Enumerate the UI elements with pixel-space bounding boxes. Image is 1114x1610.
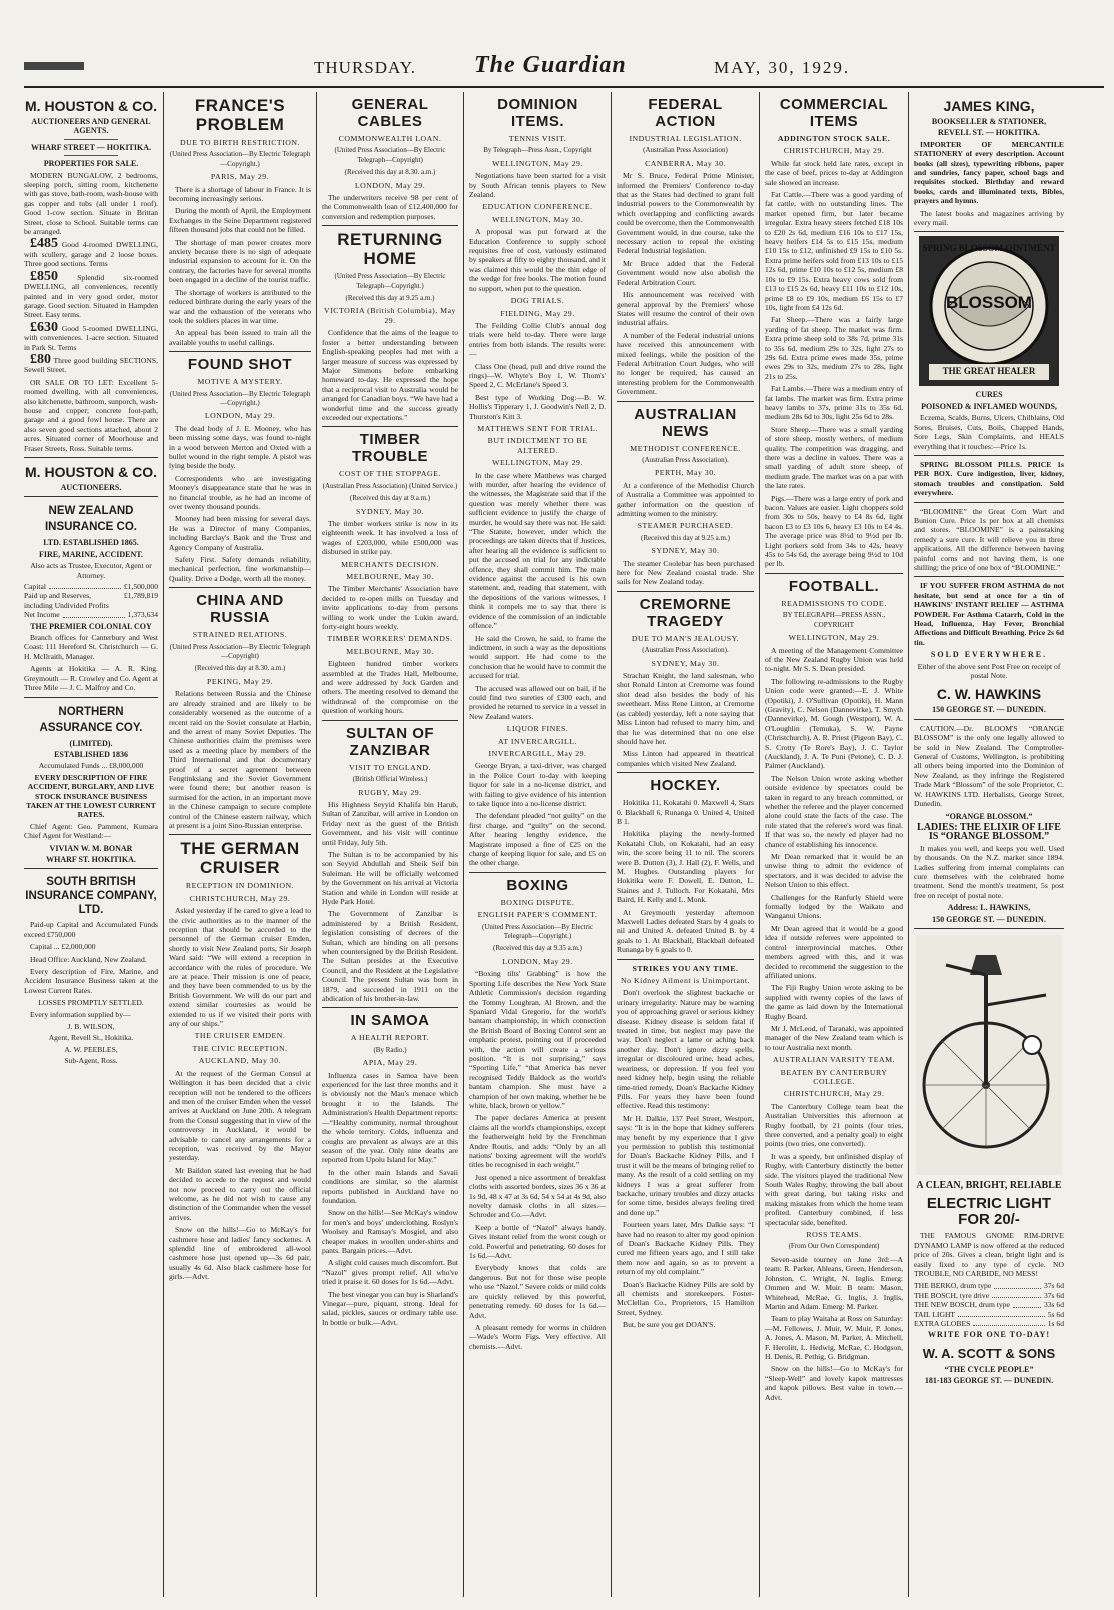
column-2 <box>169 92 311 1600</box>
hockey-headline: HOCKEY. <box>650 777 721 795</box>
article-paragraph: Asked yesterday if he cared to give a lead to the civic authorities as to the manner of the reception that should be accorded to the personnel of the German cruiser Emden, shortly to visit New Zealand ports, Sir Joseph Ward said: “We will extend a reception in accordance with the rules of procedure. We are at peace. Their mission is one of peace, and they have been commended to us by the British Government. We will do our part and extend similar courtesies as would be extended to us if we visited their ports with any of our ships.” <box>169 906 311 1029</box>
northern-agent: Chief Agent: Geo. Pamment, Kumara Chief Agent for Westland:— <box>24 821 158 841</box>
varsity-subhead: AUSTRALIAN VARSITY TEAM. <box>773 1055 895 1065</box>
article-paragraph: Mr Baildon stated last evening that he had decided to accede to the request and would not now proceed to carry out the official welcome, as he did not wish to cause any distinction of the Commander when the vessel arrives. <box>169 1165 311 1222</box>
property-listing <box>24 319 158 352</box>
shot-headline: FOUND SHOT <box>187 356 293 374</box>
cruiser-dateline-2: AUCKLAND, May 30. <box>198 1056 282 1066</box>
article-paragraph: In the other main Islands and Savaii conditions are similar, so the alarmist reports published in Auckland have no foundation. <box>322 1167 458 1205</box>
article-paragraph: Hokitika 11, Kokatahi 0. Maxwell 4, Stars 0. Blackball 6, Runanga 0. United 4, United B 1. <box>617 798 754 826</box>
advertisement-text: Snow on the hills!—See McKay's window for men's and boys' underclothing. Roslyn's Woolsey and Ramsay's Mosgiel, and also cheaper makes in woollen under-shirts and pants. Bargain prices.—Advt. <box>322 1208 458 1255</box>
property-price: £80 <box>30 351 51 367</box>
article-paragraph: It was a speedy, but unfinished display of Rugby, with Canterbury distinctly the better side. The visitors played the traditional New South Wales Rugby, throwing the ball about with great daring, but taking risks and making mistakes from which the home team profited. Canterbury combined, if less spectacular side, benefited. <box>765 1151 903 1227</box>
article-paragraph: The underwriters receive 98 per cent of the Commonwealth loan of £12,400,000 for conversion and redemption purposes. <box>322 193 458 221</box>
column-rule <box>611 92 612 1597</box>
agents-text: Branch offices for Canterbury and West Coast: 111 Hereford St. Christchurch — G. H. McIlraith, Manager. <box>24 633 158 661</box>
stock-dateline: CHRISTCHURCH, May 29. <box>783 146 885 156</box>
timber-subhead: COST OF THE STOPPAGE. <box>339 469 441 479</box>
article-paragraph: At a conference of the Methodist Church of Australia a Committee was appointed to gather information on the question of admitting women to the ministry. <box>617 480 754 518</box>
blossom-center-text: BLOSSOM <box>946 293 1032 313</box>
sbi-paid: Paid-up Capital and Accumulated Funds exceed £750,000 <box>24 920 158 939</box>
column-rule <box>759 92 760 1597</box>
boxing-credit: (United Press Association—By Electric Telegraph—Copyright.) <box>481 922 593 941</box>
price-item: THE BOSCH, tyre drive <box>914 1290 990 1300</box>
boxing-subhead-2: ENGLISH PAPER'S COMMENT. <box>477 910 598 920</box>
northern-limited: (LIMITED). <box>69 738 113 748</box>
price-item: THE BERKO, drum type <box>914 1281 992 1291</box>
northern-funds: Accumulated Funds ... £8,000,000 <box>38 761 144 771</box>
article-paragraph: At the request of the German Consul at Wellington it has been decided that a civic reception will not be tendered to the officers and men of the cruiser Emden when the vessel arrives at Auckland on June 20th. A telegram from the Consul suggesting that in view of the controversy in Auckland, it would be advisable to cancel any arrangements for a reception, was received by the Mayor yesterday. <box>169 1068 311 1163</box>
price-item: TAIL LIGHT <box>914 1309 956 1319</box>
property-listing: OR SALE OR TO LET: Excellent 5-roomed dwelling, with all conveniences, also kitchenette, bathroom, sunporch, wash-house and copper; concrete foot-path, garage and a good fowl house. There are also seven good sections attached, about 2 acres. Situated corner of Moorhouse and Fraser Streets, Ross. Suitable terms. <box>24 377 158 453</box>
ross-subhead: ROSS TEAMS. <box>806 1230 862 1240</box>
cables-credit: (United Press Association—By Electric Telegraph—Copyright) <box>334 146 446 164</box>
article-paragraph: The following re-admissions to the Rugby Union code were granted:—E. J. White (Opotiki), J. O'Sullivan (Opotiki), H. Mann (Gravity), C. Nelson (Dannevirke), T. Smyth (Dannevirke), M. Gough (Westport), W. A. O'Loughlin (Temuka), S. W. Payne (Christchurch), A. R. Priest (Pigeon Bay), C. S. Crotty (Te Rore's Bay), J. C. Taylor (Auckland), J. A. Te Puni (Petone), C. D. J. Palmer (Auckland). <box>765 676 903 771</box>
nzi-established: LTD. ESTABLISHED 1865. <box>43 538 139 548</box>
dominion-headline: DOMINION ITEMS. <box>497 96 578 130</box>
northern-title: NORTHERN ASSURANCE COY. <box>39 705 143 734</box>
column-rule <box>316 92 317 1597</box>
masthead-ornament <box>24 62 84 70</box>
home-dateline: VICTORIA (British Columbia), May 29. <box>324 306 456 325</box>
scott-address: 181-183 GEORGE ST. — DUNEDIN. <box>924 1376 1054 1386</box>
bicycle-illustration <box>916 935 1062 1175</box>
property-listing: MODERN BUNGALOW, 2 bedrooms, sleeping porch, sitting room, kitchenette with gas stove, bath-room, wash-house with gas copper and tubs (all under 1 roof). Good 1-cow section. Situate in Brittan Street, close to School. Suitable terms can be arranged. <box>24 170 158 237</box>
article-paragraph: George Bryan, a taxi-driver, was charged in the Police Court to-day with keeping liquor for sale in a no-license district, and with failing to give evidence of his intention to take liquor into a no-license district. <box>469 761 606 808</box>
column-rule <box>463 92 464 1597</box>
houston-address: WHARF STREET — HOKITIKA. <box>30 142 152 152</box>
property-price: £485 <box>30 236 58 252</box>
timber-received: (Received this day at 9.a.m.) <box>349 494 431 503</box>
australian-subhead: METHODIST CONFERENCE. <box>630 443 741 453</box>
sbi-info: Every information supplied by— <box>30 1009 131 1019</box>
steamer-dateline: SYDNEY, May 30. <box>651 546 720 556</box>
australian-headline: AUSTRALIAN NEWS <box>634 405 737 440</box>
row-label: Paid up and Reserves, including Undivided Profits <box>24 591 109 610</box>
properties-heading: PROPERTIES FOR SALE. <box>43 159 139 169</box>
article-paragraph: Fat Lambs.—There was a medium entry of fat lambs. The market was firm. Extra prime heavy lambs to 37s, prime 31s to 35s 6d, medium 28s 6d to 30s, light 25s 6d to 28s. <box>765 384 903 422</box>
article-paragraph: Mr S. Bruce, Federal Prime Minister, informed the Premiers' Conference to-day that as the States had declined to grant full industrial powers to the Commonwealth by which overlapping and conflicting awards could be overcome, then the Commonwealth Government would, in due course, take the necessary action to repeal the existing Federal Industrial legislation. <box>617 171 754 256</box>
federal-headline: FEDERAL ACTION <box>648 96 723 130</box>
property-listing <box>24 268 158 320</box>
timber-dateline: SYDNEY, May 30. <box>355 506 424 516</box>
timber-dateline-3: MELBOURNE, May 30. <box>346 646 434 656</box>
liquor-subhead-2: AT INVERCARGILL. <box>498 736 577 746</box>
article-paragraph: Mr Dean agreed that it would be a good idea if outside referees were appointed to control interprovincial matches. Other members agreed with this, and it was decided to recommend the suggestion to the affiliated unions. <box>765 923 903 980</box>
cremorne-credit: (Australian Press Association). <box>642 646 729 655</box>
boxing-headline: BOXING <box>506 876 569 894</box>
king-subtitle: BOOKSELLER & STATIONER, <box>931 117 1047 126</box>
property-text: Splendid six-roomed DWELLING, all conveniences, recently painted and in very good order, motor garage. Good section. Situated in Hampden Street. Easy terms. <box>24 272 158 320</box>
article-paragraph: In the case where Matthews was charged with murder, after hearing the evidence of the witnesses, the Magistrate said that if the question was merely whether there was sufficient evidence to justify the charge of murder, he would say there was not. He said: “The Statute, however, under which the proceedings are taken directs that if Justices, after hearing all the evidence is sufficient to put the accused on trial for any indictable offence, they shall commit him. The main evidence against the accused is his own statement, and, reading that statement, with the depositions of the various witnesses, I think it compels me to say that there is evidence of the commission of an indictable offence.” <box>469 470 606 631</box>
zanzibar-headline: SULTAN OF ZANZIBAR <box>345 724 435 759</box>
blossom-base-text: THE GREAT HEALER <box>942 366 1036 377</box>
article-paragraph: Mooney had been missing for several days. He was a Director of many Companies, including Barclay's Bank and the Trust and Agency Company of Australia. <box>169 514 311 552</box>
samoa-subhead: A HEALTH REPORT. <box>350 1033 430 1043</box>
article-paragraph: But, be sure you get DOAN'S. <box>623 1320 716 1330</box>
football-subhead: READMISSIONS TO CODE. <box>781 598 887 608</box>
boxing-subhead: BOXING DISPUTE. <box>500 897 575 907</box>
strikes-subhead-2: No Kidney Ailment is Unimportant. <box>621 976 750 986</box>
home-headline: RETURNING HOME <box>337 230 443 269</box>
ladies-address: Address: L. HAWKINS, <box>947 903 1031 913</box>
column-7 <box>914 92 1064 1600</box>
article-paragraph: While fat stock held late rates, except in the case of beef, prices to-day at Addington sale showed an increase. <box>765 158 903 187</box>
article-paragraph: Negotiations have been started for a visit by South African tennis players to New Zealand. <box>469 171 606 200</box>
article-paragraph: Store Sheep.—There was a small yarding of store sheep, mostly wethers, of medium quality. The competition was dragging, and there was a decline in values. There was a small yarding of adult store sheep, of medium grade. The market was on a par with the late rates. <box>765 424 903 491</box>
article-paragraph: The Fiji Rugby Union wrote asking to be supplied with twenty copies of the laws of the game as laid down by the International Rugby Board. <box>765 983 903 1021</box>
article-paragraph: The steamer Coolebar has been purchased here for New Zealand coastal trade. She sails for New Zealand today. <box>617 558 754 587</box>
dog-trials-subhead: DOG TRIALS. <box>510 296 565 306</box>
article-paragraph: Influenza cases in Samoa have been experienced for the last three months and it is obviously not the Mau's menace which brought it to the Islands. The Administration's Health Department reports:—“Healthy community, normal throughout the whole territory. Colds, influenza and coughs are prevalent as always are at this season of the year. Only nine deaths are reported from Upolu Island for May.” <box>322 1070 458 1165</box>
article-paragraph: At Greymouth yesterday afternoon Maxwell Ladies defeated Stars by 4 goals to nil and United A. defeated United B. by 4 goals to 1. At Blackball, Blackball defeated Runanga by 6 goals to 0. <box>617 907 754 955</box>
property-text: Good 5-roomed DWELLING, with conveniences. 1-acre section. Situated in Park St. Terms <box>24 323 158 352</box>
price-row <box>914 1281 1064 1290</box>
nzi-income-row <box>24 610 158 619</box>
boxing-received: (Received this day at 9.35 a.m.) <box>492 944 583 953</box>
electric-title: ELECTRIC LIGHT FOR 20/- <box>926 1195 1052 1229</box>
article-paragraph: The Feilding Collie Club's annual dog trials were held to-day. There were large entries from both islands. The results were:— <box>469 320 606 359</box>
zanzibar-dateline: RUGBY, May 29. <box>358 787 422 797</box>
article-paragraph: The paper declares America at present claims all the world's championships, except the featherweight held by the Frenchman Andre Routis, and adds: “Only by an all nations' boxing agreement will the world's titles be recognised in each weight.” <box>469 1113 606 1170</box>
nzi-capital-row <box>24 582 158 591</box>
zanzibar-subhead: VISIT TO ENGLAND. <box>349 762 431 772</box>
article-paragraph: Eighteen hundred timber workers assembled at the Trades Hall, Melbourne, and were addressed by Jock Garden and others. The meeting resolved to demand the withdrawal of the compromise on the question of working hours. <box>322 659 458 716</box>
column-rule <box>908 92 909 1597</box>
article-paragraph: The Canterbury College team beat the Australian Universities this afternoon at Rugby football, by 21 points (four tries, three converted, and a penalty goal) to eight points (two tries, one converted). <box>765 1101 903 1149</box>
electric-tagline: A CLEAN, BRIGHT, RELIABLE <box>916 1179 1062 1191</box>
article-paragraph: Don't overlook the slightest backache or urinary irregularity. Nature may be warning you of approaching gravel or serious kidney disease. Kidney disease is seldom fatal if treated in time, but neglect may pave the way. Don't neglect a lame or aching back another day. Don't ignore dizzy spells, irregular or discoloured urine, head aches, weariness, or depression. If you feel you need kidney help, begin using the reliable time-tried remedy, Doan's Backache Kidney Pills. For years they have been found effective. Read this testimony: <box>617 988 754 1111</box>
australian-dateline: PERTH, May 30. <box>654 468 717 478</box>
stock-subhead: ADDINGTON STOCK SALE. <box>777 134 891 143</box>
caution-text: CAUTION.—Dr. BLOOM'S “ORANGE BLOSSOM” is the only one legally allowed to be sold in New Zealand. The Comptroller-General of Customs, Wellington, is prohibiting all others being imported into the Dominion of New Zealand, as they infringe the Registered Trade Mark “Blossom” of the sole Proprietor, C. W. HAWKINS LTD. Herbalists, George Street, Dunedin. <box>914 723 1064 809</box>
electric-text: THE FAMOUS GNOME RIM-DRIVE DYNAMO LAMP is now offered at the reduced price of 20s. Gives a clean, bright light and is easily fixed to any type of cycle. NO TROUBLE, NO CARBIDE, NO MESS! <box>914 1231 1064 1278</box>
article-paragraph: Correspondents who are investigating Mooney's disappearance state that he was in no financial trouble, as he had an income of over twenty thousand pounds. <box>169 473 311 511</box>
northern-established: ESTABLISHED 1836 <box>54 749 128 759</box>
samoa-credit: (By Radio.) <box>373 1045 407 1054</box>
masthead-day: THURSDAY. <box>314 58 417 77</box>
article-paragraph: There is a shortage of labour in France. It is becoming increasingly serious. <box>169 184 311 204</box>
liquor-subhead: LIQUOR FINES. <box>506 724 569 734</box>
houston-title: M. HOUSTON & CO. <box>25 98 157 114</box>
column-6 <box>765 92 903 1600</box>
nzi-classes: FIRE, MARINE, ACCIDENT. <box>38 549 144 559</box>
article-paragraph: Pigs.—There was a large entry of pork and bacon. Values are easier. Light choppers sold from 30s to 50s, heavy to £4 8s 6d, light bacon £3 to £3 10s 6, heavy £3 10s to £4 4s. The average price was 8½d to 9½d per lb. Light porkers sold from 34s to 42s, heavy 45s to 54s 6d, the average being 9½d to 10d per lb. <box>765 493 903 569</box>
cruiser-civic-head: THE CIVIC RECEPTION. <box>192 1043 288 1053</box>
row-label: Net Income <box>24 610 60 620</box>
china-headline: CHINA AND RUSSIA <box>196 592 284 627</box>
france-headline: FRANCE'S PROBLEM <box>194 96 286 134</box>
article-paragraph: Hokitika playing the newly-formed Kokatahi Club, on Kokatahi, had an easy win, the score being 11 to nil. The scorers were B. Dutton (3), J. Hall (2), F. Wells, and M. Hughes. Outstanding players for Hokitika were F. Dowell, E. Dutton, L. Staines and J. Tulloch. For Kokatahi, Mrs Baird, H. Kelly and L. Monk. <box>617 829 754 905</box>
property-text: Good 4-roomed DWELLING, with scullery, garage and 2 loose boxes. Three good sections. Terms <box>24 240 158 269</box>
article-paragraph: Confidence that the aims of the league to foster a better understanding between English-speaking peoples had met with a larger measure of success was expressed by Major Simmons before embarking homeward to-day. He expressed the hope that a reciprocal visit to Australia would be arranged for Canadian boys. “We have had a wonderful time and the success greatly exceeded our expectations.” <box>322 328 458 422</box>
sbi-losses: LOSSES PROMPTLY SETTLED. <box>38 998 144 1008</box>
northern-description: EVERY DESCRIPTION OF FIRE ACCIDENT, BURGLARY, AND LIVE STOCK INSURANCE BUSINESS TAKEN AT THE LOWEST CURRENT RATES. <box>26 772 156 820</box>
advertisement-text: Snow on the hills!—Go to McKay's for “Sleep-Well” and lovely kapok mattresses and kapok pillows. Best value in town.—Advt. <box>765 1364 903 1402</box>
varsity-dateline: CHRISTCHURCH, May 29. <box>783 1089 885 1099</box>
dominion-credit: By Telegraph—Press Assn., Copyright <box>483 146 592 155</box>
price-row <box>914 1319 1064 1328</box>
article-paragraph: Fourteen years later, Mrs Dalkie says: “I have had no reason to alter my good opinion of Doan's Backache Kidney Pills. They cured me fifteen years ago, and I still take them now and again, so as to prevent a return of my old complaint.” <box>617 1220 754 1277</box>
article-paragraph: An appeal has been issued to train all the available youths to useful callings. <box>169 328 311 347</box>
france-subhead: DUE TO BIRTH RESTRICTION. <box>179 138 301 147</box>
cables-headline: GENERAL CABLES <box>351 96 429 130</box>
nzi-trustee: Also acts as Trustee, Executor, Agent or Attorney. <box>30 561 152 580</box>
article-paragraph: A proposal was put forward at the Education Conference to supply school requisites free of cost, variously estimated by speakers at fifty to eighty thousand, and it was claimed this would be the thin edge of the wedge for free books. The motion found no support, when put to the question. <box>469 227 606 293</box>
cables-dateline: LONDON, May 29. <box>354 180 426 190</box>
price-value: 33s 6d <box>1043 1300 1064 1310</box>
zanzibar-credit: (British Official Wireless.) <box>352 775 428 784</box>
property-listing <box>24 236 158 269</box>
france-dateline: PARIS, May 29. <box>210 172 270 182</box>
article-paragraph: He said the Crown, he said, to frame the indictment, in such a way as the depositions would support. He had come to the conclusion that he would have to commit the accused for trial. <box>469 633 606 681</box>
houston-title-2: M. HOUSTON & CO. <box>25 464 157 480</box>
scott-title: W. A. SCOTT & SONS <box>922 1345 1056 1361</box>
cremorne-subhead: DUE TO MAN'S JEALOUSY. <box>631 633 740 643</box>
price-list <box>914 1281 1064 1328</box>
advertisement-text: Everybody knows that colds are dangerous. But not for those wise people who use “Nazol.” Severe colds or mild colds are quickly relieved by this powerful, penetrating remedy. 60 doses for 1s 6d.—Advt. <box>469 1263 606 1320</box>
article-paragraph: A number of the Federal industrial unions have received this announcement with mixed feelings, while the position of the Federal Arbitration Court Judges, who will no longer be required, has caused an interesting problem for the Commonwealth Government. <box>617 330 754 397</box>
china-dateline: PEKING, May 29. <box>207 676 273 686</box>
federal-credit: (Australian Press Association) <box>643 146 728 155</box>
write-today: WRITE FOR ONE TO-DAY! <box>928 1330 1050 1340</box>
sold-everywhere: SOLD EVERYWHERE. <box>930 650 1048 660</box>
china-received: (Received this day at 8.30. a.m.) <box>194 664 286 673</box>
ladies-heading: LADIES: THE ELIXIR OF LIFE IS “ORANGE BLOSSOM.” <box>917 821 1061 843</box>
cremorne-headline: CREMORNE TRAGEDY <box>639 595 732 630</box>
cruiser-dateline: CHRISTCHURCH, May 29. <box>189 893 291 903</box>
cures-text: Eczema, Scalds, Burns, Ulcers, Chilblains, Old Sores, Bruises, Cuts, Boils, Chapped Hands, Sore Legs, Skin Complaints, and HEALS everything that it touches:—Price 1s. <box>914 413 1064 451</box>
shot-dateline: LONDON, May 29. <box>204 411 276 421</box>
article-paragraph: His announcement was received with general approval by the Premiers' whose States will resume the control of their own industrial affairs. <box>617 290 754 328</box>
article-paragraph: During the month of April, the Employment Exchanges in the Seine Department registered fifteen thousand jobs that could not be filled. <box>169 206 311 235</box>
cures-heading: POISONED & INFLAMED WOUNDS, <box>921 401 1057 411</box>
china-subhead: STRAINED RELATIONS. <box>192 630 288 640</box>
price-item: EXTRA GLOBES <box>914 1319 971 1329</box>
price-value: 5s 6d <box>1047 1309 1064 1319</box>
steamer-subhead: STEAMER PURCHASED. <box>637 521 734 531</box>
bloomine-text: “BLOOMINE” the Great Corn Wart and Bunion Cure. Price 1s per box at all chemists and stores. “BLOOMINE” is a painstaking remedy a sure cure. It will relieve you in three applications. All the difference between having painful corns and not having them, is one shilling; the price of one box of “BLOOMINE.” <box>914 506 1064 572</box>
king-note: The latest books and magazines arriving by every mail. <box>914 208 1064 228</box>
federal-dateline: CANBERRA, May 30. <box>645 158 726 168</box>
advertisement-text: Safety First. Safety demands reliability, mechanical perfection, fine workmanship—Quality. Drive a Dodge, worth all the money. <box>169 555 311 583</box>
cables-subhead: COMMONWEALTH LOAN. <box>338 134 442 143</box>
advertisement-text: A pleasant remedy for worms in children—Wade's Worm Figs. Very effective. All chemists.—Advt. <box>469 1322 606 1351</box>
houston-subtitle-2: AUCTIONEERS. <box>60 483 122 492</box>
article-paragraph: Challenges for the Ranfurly Shield were formally lodged by the Waikato and Wanganui Unions. <box>765 892 903 921</box>
matthews-subhead: MATTHEWS SENT FOR TRIAL. <box>477 423 598 433</box>
article-paragraph: Seven-aside tourney on June 3rd:—A team: R. Parker, Ahleans, Green, Henderson, Johnston, C. Wright, N. Inglis. Emerg: Ommen and W. Muir. B team: Mason, Whitehead, McRae, G. Inglis, J. Inglis, Martin and Adam. Emerg: M. Parker. <box>765 1254 903 1311</box>
shot-subhead: MOTIVE A MYSTERY. <box>197 377 283 387</box>
liquor-dateline: INVERCARGILL, May 29. <box>488 748 587 758</box>
cruiser-subhead: RECEPTION IN DOMINION. <box>185 881 295 891</box>
samoa-dateline: APIA, May 29. <box>362 1058 418 1068</box>
pills-text: SPRING BLOSSOM PILLS. PRICE 1s PER BOX. Cure indigestion, liver, kidney, stomach troubles and constipation. Sold everywhere. <box>914 459 1064 498</box>
column-rule <box>163 92 164 1597</box>
row-value: £1,789,819 <box>123 591 158 601</box>
column-5 <box>617 92 754 1600</box>
asthma-text: IF YOU SUFFER FROM ASTHMA do not hesitate, but send at once for a tin of HAWKINS' INSTANT RELIEF — ASTHMA POWDER. For Asthma Catarrh, Cold in the Head, Influenza, Hay Fever, Bronchial Affections and Difficult Breathing. Price 2s 6d tin. <box>914 581 1064 647</box>
masthead-title: The Guardian <box>474 52 627 78</box>
price-value: 37s 6d <box>1043 1281 1064 1291</box>
article-paragraph: Relations between Russia and the Chinese are already strained and are likely to be considerably worsened as the outcome of a recent raid on the Soviet consulate at Harbin, and the arrest of many Soviet Deputies. The Chinese authorities claim the premises were used as a meeting place by members of the Third International and that documentary proof of a secret agreement between Fengtinksiang and the Soviet Government were found there; but another reason is surmised for the action, in an important move in the Chinese campaign to secure complete control of the Chinese eastern railway, which at present is a joint Sino-Russian enterprise. <box>169 689 311 830</box>
blossom-ointment-logo <box>919 236 1059 386</box>
article-paragraph: Mr H. Dalkie, 137 Peel Street, Westport, says: “It is in the hope that kidney sufferers may benefit by my experience that I give you permission to publish this testimonial for Doan's Backache Kidney Pills, and I trust it will be the means of bringing relief to many. As the result of a cold settling on my kidneys I was a great sufferer from backache, urinary troubles and dizzy attacks for some time, besides always feeling tired and done up.” <box>617 1113 754 1217</box>
bonar-address: WHARF ST. HOKITIKA. <box>46 854 136 864</box>
price-row <box>914 1291 1064 1300</box>
peebles-address: Sub-Agent, Ross. <box>64 1056 118 1066</box>
cruiser-headline: THE GERMAN CRUISER <box>180 839 300 878</box>
nzi-title: NEW ZEALAND INSURANCE CO. <box>44 505 137 534</box>
article-paragraph: The accused was allowed out on bail, if he could find two sureties of £300 each, and provided he returned to service in a vessel in New Zealand waters. <box>469 683 606 721</box>
king-address: REVELL ST. — HOKITIKA. <box>938 128 1040 138</box>
property-listing <box>24 351 158 375</box>
timber-credit: (Australian Press Association) (United Service.) <box>322 481 458 490</box>
australian-credit: (Australian Press Association). <box>642 455 729 464</box>
varsity-subhead-2: BEATEN BY CANTERBURY COLLEGE. <box>780 1067 888 1086</box>
ross-credit: (From Our Own Correspondent) <box>788 1242 880 1251</box>
article-paragraph: The shortage of workers is attributed to the reduced birthrate during the early years of the war and the exhaustion of the veterans who took the soldiers places in war time. <box>169 287 311 325</box>
column-4 <box>469 92 606 1600</box>
article-paragraph: The Sultan is to be accompanied by his son Seyyid Abdullah and Sheik Seif bin Suleiman. He will be officially welcomed by the Government on his arrival at Victoria Station and while in London will reside at Hyde Park Hotel. <box>322 849 458 906</box>
strikes-subhead: STRIKES YOU ANY TIME. <box>632 963 739 973</box>
property-price: £850 <box>30 268 58 284</box>
article-paragraph: The defendant pleaded “not guilty” on the first charge, and “guilty” on the second. After hearing lengthy evidence, the Magistrate imposed a fine of £25 on the charge of keeping liquor for sale, and £5 on the other charge. <box>469 811 606 868</box>
row-value: £1,500,000 <box>123 582 158 592</box>
property-text: Three good building SECTIONS, Sewell Street. <box>24 355 158 375</box>
steamer-received: (Received this day at 9.25 a.m.) <box>640 533 731 542</box>
article-paragraph: A meeting of the Management Committee of the New Zealand Rugby Union was held to-night. Mr S. S. Dean presided. <box>765 645 903 674</box>
tennis-subhead: TENNIS VISIT. <box>508 134 567 143</box>
matthews-dateline: WELLINGTON, May 29. <box>492 458 583 468</box>
agents-text: Agents at Hokitika — A. R. King. Greymouth — R. Crowley and Co. Agent at Three Mile — J. C. Malfroy and Co. <box>24 664 158 693</box>
cremorne-dateline: SYDNEY, May 30. <box>651 658 720 668</box>
dominion-dateline: WELLINGTON, May 29. <box>492 158 583 168</box>
home-received: (Received this day at 9.25 a.m.) <box>345 294 435 303</box>
property-price: £630 <box>30 319 58 335</box>
scott-tagline: “THE CYCLE PEOPLE” <box>944 1364 1034 1374</box>
wilson-name: J. B. WILSON, <box>67 1022 115 1032</box>
price-value: 37s 6d <box>1043 1290 1064 1300</box>
education-dateline: WELLINGTON, May 30. <box>492 214 583 224</box>
cruiser-emden-head: THE CRUISER EMDEN. <box>194 1031 286 1041</box>
masthead-date: MAY, 30, 1929. <box>714 58 851 77</box>
price-item: THE NEW BOSCH, drum type <box>914 1300 1010 1310</box>
home-credit: (United Press Association—By Electric Telegraph—Copyright.) <box>334 272 446 290</box>
football-headline: FOOTBALL. <box>788 577 880 595</box>
sbi-description: Every description of Fire, Marine, and Accident Insurance Business taken at the Lowest Current Rates. <box>24 967 158 995</box>
wilson-address: Agent, Revell St., Hokitika. <box>48 1033 134 1043</box>
ladies-address-2: 150 GEORGE ST. — DUNEDIN. <box>932 914 1046 924</box>
row-label: Capital <box>24 582 46 592</box>
sbi-title: SOUTH BRITISH INSURANCE COMPANY, LTD. <box>25 876 157 917</box>
sbi-capital: Capital ... £2,000,000 <box>30 942 96 952</box>
houston-subtitle: AUCTIONEERS AND GENERAL AGENTS. <box>31 117 151 136</box>
article-paragraph: Fat Sheep.—There was a fairly large yarding of fat sheep. The market was firm. Extra prime sheep sold to 38s 7d, prime 31s to 35s 6d, medium 29s to 32s, light 27s to 29s 6d. Extra prime ewes made 35s, prime ewes 29s to 32s, medium 27s to 28s, light 21s to 25s. <box>765 315 903 381</box>
article-paragraph: The timber workers strike is now in its eighteenth week. It has involved a loss of wages of £203,000, while £500,000 was disbursed in strike pay. <box>322 518 458 557</box>
orange-blossom-label: “ORANGE BLOSSOM.” <box>945 811 1033 821</box>
timber-demands-head: TIMBER WORKERS' DEMANDS. <box>327 634 453 644</box>
price-value: 1s 6d <box>1047 1319 1064 1329</box>
article-paragraph: The Government of Zanzibar is administered by a British Resident, legislation consisting of decrees of the Sultan, which are binding on all persons when countersigned by the British Resident. The Sultan presides at the Executive Council, and the Resident at the Legislative Council. The present Sultan was born in 1879, and succeeded in 1911 on the abdication of his brother-in-law. <box>322 909 458 1004</box>
timber-merchants-head: MERCHANTS DECISION. <box>341 559 439 569</box>
article-paragraph: Mr Bruce added that the Federal Government would now also abolish the Federal Arbitration Court. <box>617 258 754 287</box>
advertisement-text: Keep a bottle of “Nazol” always handy. Gives instant relief from the worst cough or cold. Powerful and penetrating. 60 doses for 1s 6d.—Advt. <box>469 1222 606 1261</box>
football-credit: BY TELEGRAPH—PRESS ASSN., COPYRIGHT <box>782 611 886 629</box>
column-3 <box>322 92 458 1600</box>
boxing-dateline: LONDON, May 29. <box>502 956 573 966</box>
king-title: JAMES KING, <box>943 98 1035 114</box>
article-paragraph: Doan's Backache Kidney Pills are sold by all chemists and storekeepers. Foster-McClellan Co., Proprietors, 15 Hamilton Street, Sydney. <box>617 1279 754 1317</box>
dog-trials-dateline: FIELDING, May 29. <box>500 308 575 318</box>
article-paragraph: Class One (head, pull and drive round the rings)—W. Whyte's Boy 1, W. Thom's' Speed 2, C. McErlane's Speed 3. <box>469 361 606 390</box>
ladies-text: It makes you well, and keeps you well. Used by thousands. On the N.Z. market since 1894. Ladies suffering from internal complaints can cure themselves with the celebrated home treatment. Send the month's treatment, 5s post free on receipt of postal note. <box>914 843 1064 900</box>
article-paragraph: The dead body of J. E. Mooney, who has been missing some days, was found to-night in a wood between Merton and Oxted with a bullet wound in the right temple. A pistol was lying beside the body. <box>169 423 311 471</box>
blossom-ring-text: SPRING BLOSSOM OINTMENT <box>922 243 1056 254</box>
china-credit: (United Press Association—By Electric Telegraph—Copyright) <box>169 642 311 661</box>
advertisement-text: Just opened a nice assortment of breakfast cloths with assorted borders, sizes 36 x 36 at 1s 9d, 48 x 47 at 3s 6d, 54 x 54 at 4s 9d, also novelty damask cloths in all sizes.—Schroder and Co.—Advt. <box>469 1172 606 1220</box>
price-row <box>914 1310 1064 1319</box>
shot-credit: (United Press Association—By Electric Telegraph—Copyright.) <box>169 389 311 407</box>
bonar-name: VIVIAN W. M. BONAR <box>49 843 133 853</box>
timber-dateline-2: MELBOURNE, May 30. <box>346 572 434 581</box>
advertisement-text: The best vinegar you can buy is Sharland's Vinegar—pure, piquant, strong. Ideal for salad, pickles, sauces or ordinary table use. In bottle or bulk.—Advt. <box>322 1289 458 1327</box>
advertisement-text: Snow on the hills!—Go to McKay's for cashmere hose and ladies' fancy sockettes. A splendid line of embroidered all-wool cashmere hose just opened up—3s 6d pair, usually 4s 6d. Also black cashmere hose for girls.—Advt. <box>169 1225 311 1282</box>
article-paragraph: Mr Dean remarked that it would be an unwise thing to admit the evidence of spectators, and it was decided to advise the Nelson Union to this effect. <box>765 852 903 890</box>
king-description: IMPORTER OF MERCANTILE STATIONERY of every description. Account books (all sizes), typewriting ribbons, paper and sundries, fancy paper, school bags and requisites stocked. Birthday and reward books, cards and illuminated texts, Bibles, prayers and hymns. <box>914 139 1064 206</box>
article-paragraph: The shortage of man power creates more anxiety because there is no sign of adequate industrial expansion to account for it. On the contrary, the factories have for several months been engaged in a decline of the tourist traffic. <box>169 237 311 285</box>
article-paragraph: “Boxing tilts' Grabbing” is how the Sporting Life describes the New York State Athletic Commission's decision regarding the Tommy Loughran, Al Brown, and the Spaniard Vidal Gregorio, for the world's bantam championship, in which connection the British Board of Boxing Control sent an emphatic protest, pointing out if proceeded with, the action will create a serious position. “It is not surprising,” says “Sporting Life,” “that America has never recognised Teddy Baldock as the world's bantam champion. She must have a champion of her own making, whether he be white, black, brown or yellow.” <box>469 969 606 1110</box>
nzi-paid-row <box>24 591 158 610</box>
football-dateline: WELLINGTON, May 29. <box>788 633 880 643</box>
row-value: 1,373,634 <box>127 610 158 620</box>
article-paragraph: Mr J. McLeod, of Taranaki, was appointed manager of the New Zealand team which is to tour Australia next month. <box>765 1023 903 1052</box>
article-paragraph: His Highness Seyyid Khalifa bin Harub, Sultan of Zanzibar, will arrive in London on Friday next as the guest of the British Government, and his visit will continue until Friday, July 5th. <box>322 799 458 847</box>
cables-received: (Received this day at 8.30. a.m.) <box>344 168 436 177</box>
article-paragraph: Best type of Working Dog:—B. W. Hollis's Tipperary 1, J. Goodwin's Nell 2, D. Thurston's Kitt 3. <box>469 392 606 421</box>
hawkins-title: C. W. HAWKINS <box>936 686 1042 703</box>
bicycle-lamp-icon <box>916 935 1062 1175</box>
france-credit: (United Press Association—By Electric Telegraph—Copyright.) <box>169 150 311 168</box>
samoa-headline: IN SAMOA <box>350 1012 430 1030</box>
advertisement-text: A slight cold causes much discomfort. But “Nazol” gives prompt relief. All who've tried it praise it. 60 doses for 1s 6d.—Advt. <box>322 1258 458 1287</box>
column-1 <box>24 92 158 1600</box>
peebles-name: A. W. PEEBLES, <box>64 1044 118 1054</box>
commercial-headline: COMMERCIAL ITEMS <box>779 96 889 130</box>
premier-colonial: THE PREMIER COLONIAL COY <box>30 621 152 631</box>
hawkins-address: 150 GEORGE ST. — DUNEDIN. <box>932 705 1046 715</box>
post-free-note: Either of the above sent Post Free on receipt of postal Note. <box>917 661 1061 681</box>
education-subhead: EDUCATION CONFERENCE. <box>482 202 593 212</box>
article-paragraph: Fat Cattle.—There was a good yarding of fat cattle, with no outstanding lines. The market opened firm, but later became irregular. Extra heavy steers fetched £18 10s to £20 2s 6d, medium £16 10s to £17 15s, heavy heifers £14 5s to £15 15s, medium £10 15s to £12, unfinished £9 15s to £10 5s. Extra prime heifers sold from £13 10s to £15 12s 6d, prime £10 10s to £12 5s, medium £8 10s to £9 15s. Extra heavy cows sold from £13 to £15 2s 6d, heavy £11 10s to £12 10s, prime £8 to £9 10s, medium £6 15s to £7 10s, light from £4 12s 6d. <box>765 190 903 312</box>
timber-headline: TIMBER TROUBLE <box>352 431 428 466</box>
article-paragraph: The Timber Merchants' Association have decided to re-open mills on Tuesday and invite applications to-day from persons willing to work under the Lukin award, forty-eight hours weekly. <box>322 584 458 632</box>
article-paragraph: Miss Linton had appeared in theatrical companies which visited New Zealand. <box>617 749 754 768</box>
article-paragraph: The Nelson Union wrote asking whether outside evidence by spectators could be taken in regard to any breach committed, or whether the referee and the player concerned alone could state the facts of the case. The rule stated that the referee's word was final. If that was so, the newly ed player had no chance of establishing his innocence. <box>765 773 903 849</box>
matthews-subhead-2: BUT INDICTMENT TO BE ALTERED. <box>487 436 588 455</box>
federal-subhead: INDUSTRIAL LEGISLATION. <box>629 134 742 143</box>
cures-label: CURES <box>975 390 1003 400</box>
sbi-head-office: Head Office: Auckland, New Zealand. <box>30 954 147 964</box>
masthead <box>24 52 1104 88</box>
article-paragraph: Strachan Knight, the land salesman, who shot Ronald Linton at Cremorne was found shot dead also besides the body of his sweetheart. Miss Rene Linton, at Cremorne (as cabled) yesterday, left a note saying that Miss Linton had refused to marry him, and that he was determined that no one else should have her. <box>617 671 754 746</box>
price-row <box>914 1300 1064 1309</box>
article-paragraph: Team to play Waitaha at Ross on Saturday:—M. Fellowes, J. Muir, W. Muir, P. Jones, A. Jones, A. Mason, M. Parker, A. Mitchell, F. Herolitt, L. Hedwig, McRae, C. Hodgson, H. Denis, R. Pethig, G. Bridgman. <box>765 1314 903 1361</box>
